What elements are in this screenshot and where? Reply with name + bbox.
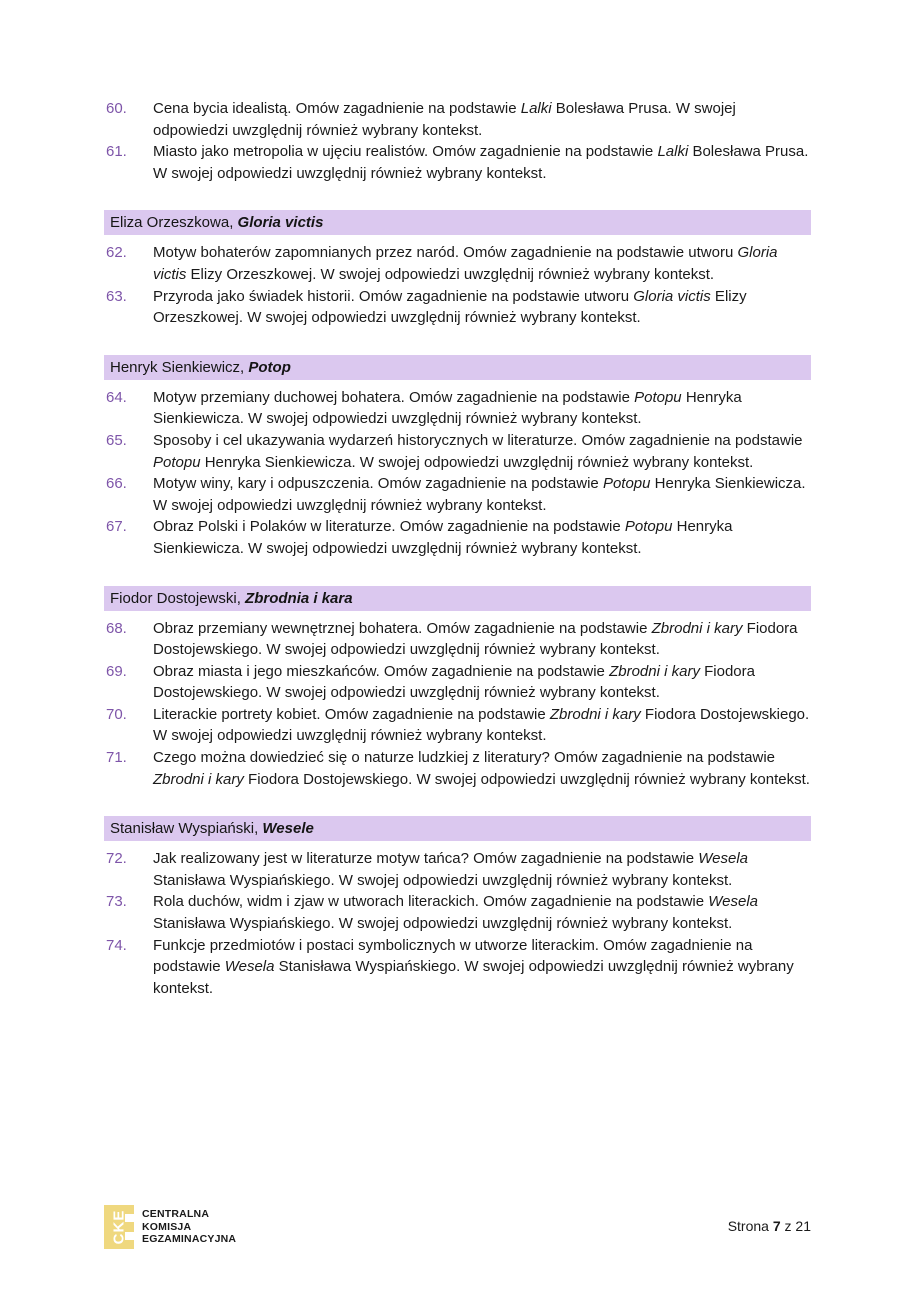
page-number-value: 7 [772,1218,781,1234]
work-title-italic: Wesela [224,958,275,976]
work-title-italic: Potopu [602,475,651,493]
topic-item-text: Motyw winy, kary i odpuszczenia. Omów zagadnienie na podstawie Potopu Henryka Sienkiewicza. W swojej odpowiedzi uwzględnij również wybrany kontekst. [153,475,806,514]
work-title-italic: Potopu [153,453,201,471]
topic-item [104,661,811,704]
section-header-bar [104,816,811,841]
topic-item-number: 68. [106,619,127,637]
topic-item-text: Obraz Polski i Polaków w literaturze. Omów zagadnienie na podstawie Potopu Henryka Sienkiewicza. W swojej odpowiedzi uwzględnij również wybrany kontekst. [153,518,733,557]
section-item-list [104,242,811,328]
topic-item [104,618,811,661]
topic-item-text: Funkcje przedmiotów i postaci symbolicznych w utworze literackim. Omów zagadnienie na podstawie Wesela Stanisława Wyspiańskiego. W swojej odpowiedzi uwzględnij również wybrany kontekst. [153,936,794,997]
work-title-italic: Zbrodni i kary [651,619,743,637]
topic-item [104,286,811,329]
section-work-title: Wesele [262,820,314,838]
topic-section [104,816,811,999]
top-item-list [104,98,811,184]
topic-item [104,848,811,891]
topic-item [104,473,811,516]
section-work-title: Zbrodnia i kara [245,589,353,607]
section-header-bar [104,586,811,611]
page-number-label [728,1205,811,1235]
work-title-italic: Zbrodni i kary [549,705,641,723]
topic-item-text: Miasto jako metropolia w ujęciu realistów. Omów zagadnienie na podstawie Lalki Bolesława Prusa. W swojej odpowiedzi uwzględnij również wybrany kontekst. [153,143,809,182]
page-total-value: 21 [795,1218,811,1234]
work-title-italic: Gloria victis [633,287,711,305]
topic-item [104,430,811,473]
topic-item-text: Jak realizowany jest w literaturze motyw tańca? Omów zagadnienie na podstawie Wesela Stanisława Wyspiańskiego. W swojej odpowiedzi uwzględnij również wybrany kontekst. [153,850,749,889]
topic-item-text: Cena bycia idealistą. Omów zagadnienie na podstawie Lalki Bolesława Prusa. W swojej odpowiedzi uwzględnij również wybrany kontekst. [153,100,736,139]
work-title-italic: Zbrodni i kary [609,662,700,680]
section-list [104,210,811,999]
topic-item [104,98,811,141]
topic-item-number: 71. [106,749,127,767]
work-title-italic: Lalki [657,143,689,161]
topic-item-number: 72. [106,850,127,868]
section-author: Stanisław Wyspiański, [110,820,263,838]
page-footer [104,1205,811,1249]
topic-item-number: 74. [106,936,127,954]
topic-item-number: 61. [106,143,127,161]
cke-logo [104,1205,236,1249]
topic-item-number: 67. [106,518,127,536]
cke-logo-line-3: EGZAMINACYJNA [142,1233,237,1246]
topic-item-text: Motyw przemiany duchowej bohatera. Omów zagadnienie na podstawie Potopu Henryka Sienkiewicza. W swojej odpowiedzi uwzględnij również wybrany kontekst. [153,388,742,428]
section-work-title: Gloria victis [237,214,324,232]
topic-item-number: 73. [106,893,127,911]
topic-item [104,516,811,559]
cke-logo-mark-icon [104,1205,134,1249]
work-title-italic: Zbrodni i kary [153,770,244,788]
work-title-italic: Wesela [698,850,749,868]
section-author: Henryk Sienkiewicz, [110,358,249,376]
topic-item-number: 66. [106,475,127,493]
work-title-italic: Potopu [624,518,673,536]
topic-section [104,355,811,560]
topic-item-number: 63. [106,287,127,305]
topic-section [104,586,811,791]
topic-item-text: Obraz miasta i jego mieszkańców. Omów zagadnienie na podstawie Zbrodni i kary Fiodora Dostojewskiego. W swojej odpowiedzi uwzględnij również wybrany kontekst. [153,662,755,702]
topic-item-number: 65. [106,431,127,449]
topic-item-text: Przyroda jako świadek historii. Omów zagadnienie na podstawie utworu Gloria victis Elizy Orzeszkowej. W swojej odpowiedzi uwzględnij również wybrany kontekst. [153,287,747,327]
topic-item-number: 62. [106,244,127,262]
topic-item-text: Obraz przemiany wewnętrznej bohatera. Omów zagadnienie na podstawie Zbrodni i kary Fiodora Dostojewskiego. W swojej odpowiedzi uwzględnij również wybrany kontekst. [153,619,798,659]
topic-item [104,387,811,430]
topic-item-number: 69. [106,662,127,680]
topic-item-number: 64. [106,388,127,406]
section-item-list [104,848,811,999]
topic-section [104,210,811,328]
page-label-prefix: Strona [727,1218,773,1234]
topic-item [104,704,811,747]
topic-item-text: Literackie portrety kobiet. Omów zagadnienie na podstawie Zbrodni i kary Fiodora Dostojewskiego. W swojej odpowiedzi uwzględnij również wybrany kontekst. [153,705,810,745]
work-title-italic: Gloria victis [153,244,778,283]
topic-item [104,891,811,934]
cke-logo-text [142,1205,236,1246]
cke-logo-line-1: CENTRALNA [142,1208,210,1220]
section-author: Eliza Orzeszkowa, [110,214,238,232]
topic-item-number: 70. [106,705,127,723]
work-title-italic: Potopu [634,388,682,406]
topic-item-number: 60. [106,100,127,117]
page-content [104,98,811,999]
section-header-bar [104,355,811,380]
section-item-list [104,387,811,560]
page-label-middle: z [780,1218,796,1234]
work-title-italic: Wesela [708,893,759,911]
topic-item-text: Motyw bohaterów zapomnianych przez naród. Omów zagadnienie na podstawie utworu Gloria victis Elizy Orzeszkowej. W swojej odpowiedzi uwzględnij również wybrany kontekst. [153,244,778,283]
topic-item-text: Rola duchów, widm i zjaw w utworach literackich. Omów zagadnienie na podstawie Wesela Stanisława Wyspiańskiego. W swojej odpowiedzi uwzględnij również wybrany kontekst. [153,893,759,933]
cke-logo-letters: CKE [110,1209,128,1245]
section-work-title: Potop [248,358,291,376]
topic-item [104,141,811,184]
section-author: Fiodor Dostojewski, [110,589,246,607]
cke-logo-line-2: KOMISJA [142,1220,192,1233]
section-header-bar [104,210,811,235]
topic-item [104,747,811,790]
topic-item-text: Czego można dowiedzieć się o naturze ludzkiej z literatury? Omów zagadnienie na podstawie Zbrodni i kary Fiodora Dostojewskiego. W swojej odpowiedzi uwzględnij również wybrany kontekst. [153,749,810,788]
topic-item [104,935,811,1000]
work-title-italic: Lalki [520,100,552,117]
section-item-list [104,618,811,791]
topic-item-text: Sposoby i cel ukazywania wydarzeń historycznych w literaturze. Omów zagadnienie na podstawie Potopu Henryka Sienkiewicza. W swojej odpowiedzi uwzględnij również wybrany kontekst. [153,431,803,471]
topic-item [104,242,811,285]
